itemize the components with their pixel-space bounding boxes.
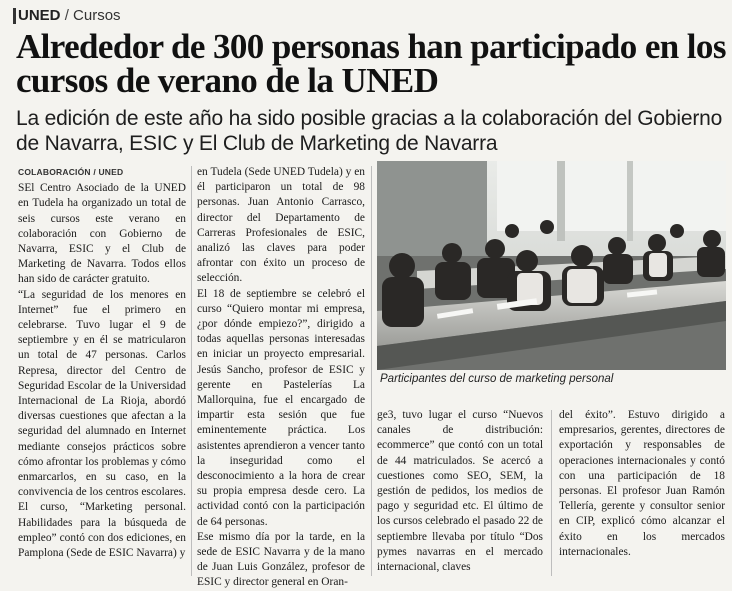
- article-column-3: [377, 408, 543, 575]
- section-separator: /: [64, 7, 69, 24]
- paragraph: El 18 de septiembre se celebró el curso “Quiero montar mi empresa, ¿por dónde empiezo?”, dirigido a todas aquellas personas interesadas en iniciar un proyecto empresarial. Jesús Sancho, profesor de ESIC y gerente en Pastelerías La Mallorquina, fue el encargado de impartir esta sesión que fue eminentemente práctica. Los asistentes aprendieron a vencer tanto la inseguridad como el desconocimiento a la hora de crear su propia empresa desde cero. La actividad contó con la participación de 64 personas.: [197, 287, 365, 528]
- column-divider: [551, 410, 552, 576]
- article-column-2: [197, 165, 365, 591]
- section-kicker: [18, 7, 121, 24]
- column-divider: [191, 166, 192, 576]
- article-column-1: [18, 165, 186, 561]
- course-photo: [377, 161, 726, 370]
- classroom-photo-image: [377, 161, 726, 370]
- paragraph: en Tudela (Sede UNED Tudela) y en él participaron un total de 98 personas. Juan Antonio Carrasco, director del Departamento de Carreras Profesionales de ESIC, analizó las claves para poder afrontar con éxito un proceso de selección.: [197, 166, 365, 285]
- paragraph: SEl Centro Asociado de la UNED en Tudela ha organizado un total de seis cursos este verano en colaboración con Gobierno de Navarra, ESIC y el Club de Marketing de Navarra. Todos ellos han sido de carácter gratuito.: [18, 182, 186, 286]
- paragraph: Ese mismo día por la tarde, en la sede de ESIC Navarra y de la mano de Juan Luis González, profesor de ESIC y director general en Oran-: [197, 530, 365, 589]
- section-label: UNED: [18, 7, 61, 24]
- paragraph: ge3, tuvo lugar el curso “Nuevos canales de distribución: ecommerce” que contó con un total de 44 matriculados. Se acercó a cuestiones como SEO, SEM, la gestión de pedidos, los medios de pago y seguridad etc. El último de los cursos celebrado el pasado 22 de septiembre llevaba por título “Dos pymes navarras en el mercado internacional, claves: [377, 409, 543, 574]
- headline: Alrededor de 300 personas han participado en los cursos de verano de la UNED: [16, 27, 726, 100]
- subsection-label: Cursos: [73, 7, 121, 24]
- subheadline: La edición de este año ha sido posible gracias a la colaboración del Gobierno de Navarra, ESIC y El Club de Marketing de Navarra: [16, 107, 723, 155]
- paragraph: del éxito”. Estuvo dirigido a empresarios, gerentes, directores de exportación y responsables de operaciones internacionales y contó con una participación de 18 personas. El profesor Juan Ramón Tellería, gerente y consultor senior en CIP, explicó cómo alcanzar el éxito en los mercados internacionales.: [559, 409, 725, 558]
- photo-caption: Participantes del curso de marketing personal: [380, 373, 614, 385]
- section-marker: [13, 8, 16, 24]
- column-divider: [371, 166, 372, 576]
- paragraph: El curso, “Marketing personal. Habilidades para la búsqueda de empleo” contó con dos ediciones, en Pamplona (Sede de ESIC Navarra) y: [18, 501, 186, 560]
- paragraph: “La seguridad de los menores en Internet” fue el primero en celebrarse. Tuvo lugar el 9 de septiembre y en él se matricularon un total de 47 personas. Carlos Represa, director del Centro de Seguridad Escolar de la Universidad Internacional de La Rioja, abordó diversas cuestiones que afectan a la seguridad del alumnado en Internet mediante consejos prácticos sobre cómo afrontar los problemas y cómo enmarcarlos, en su caso, en la convivencia de los centros escolares.: [18, 288, 186, 499]
- byline: COLABORACIÓN / UNED: [18, 167, 124, 177]
- article-column-4: [559, 408, 725, 560]
